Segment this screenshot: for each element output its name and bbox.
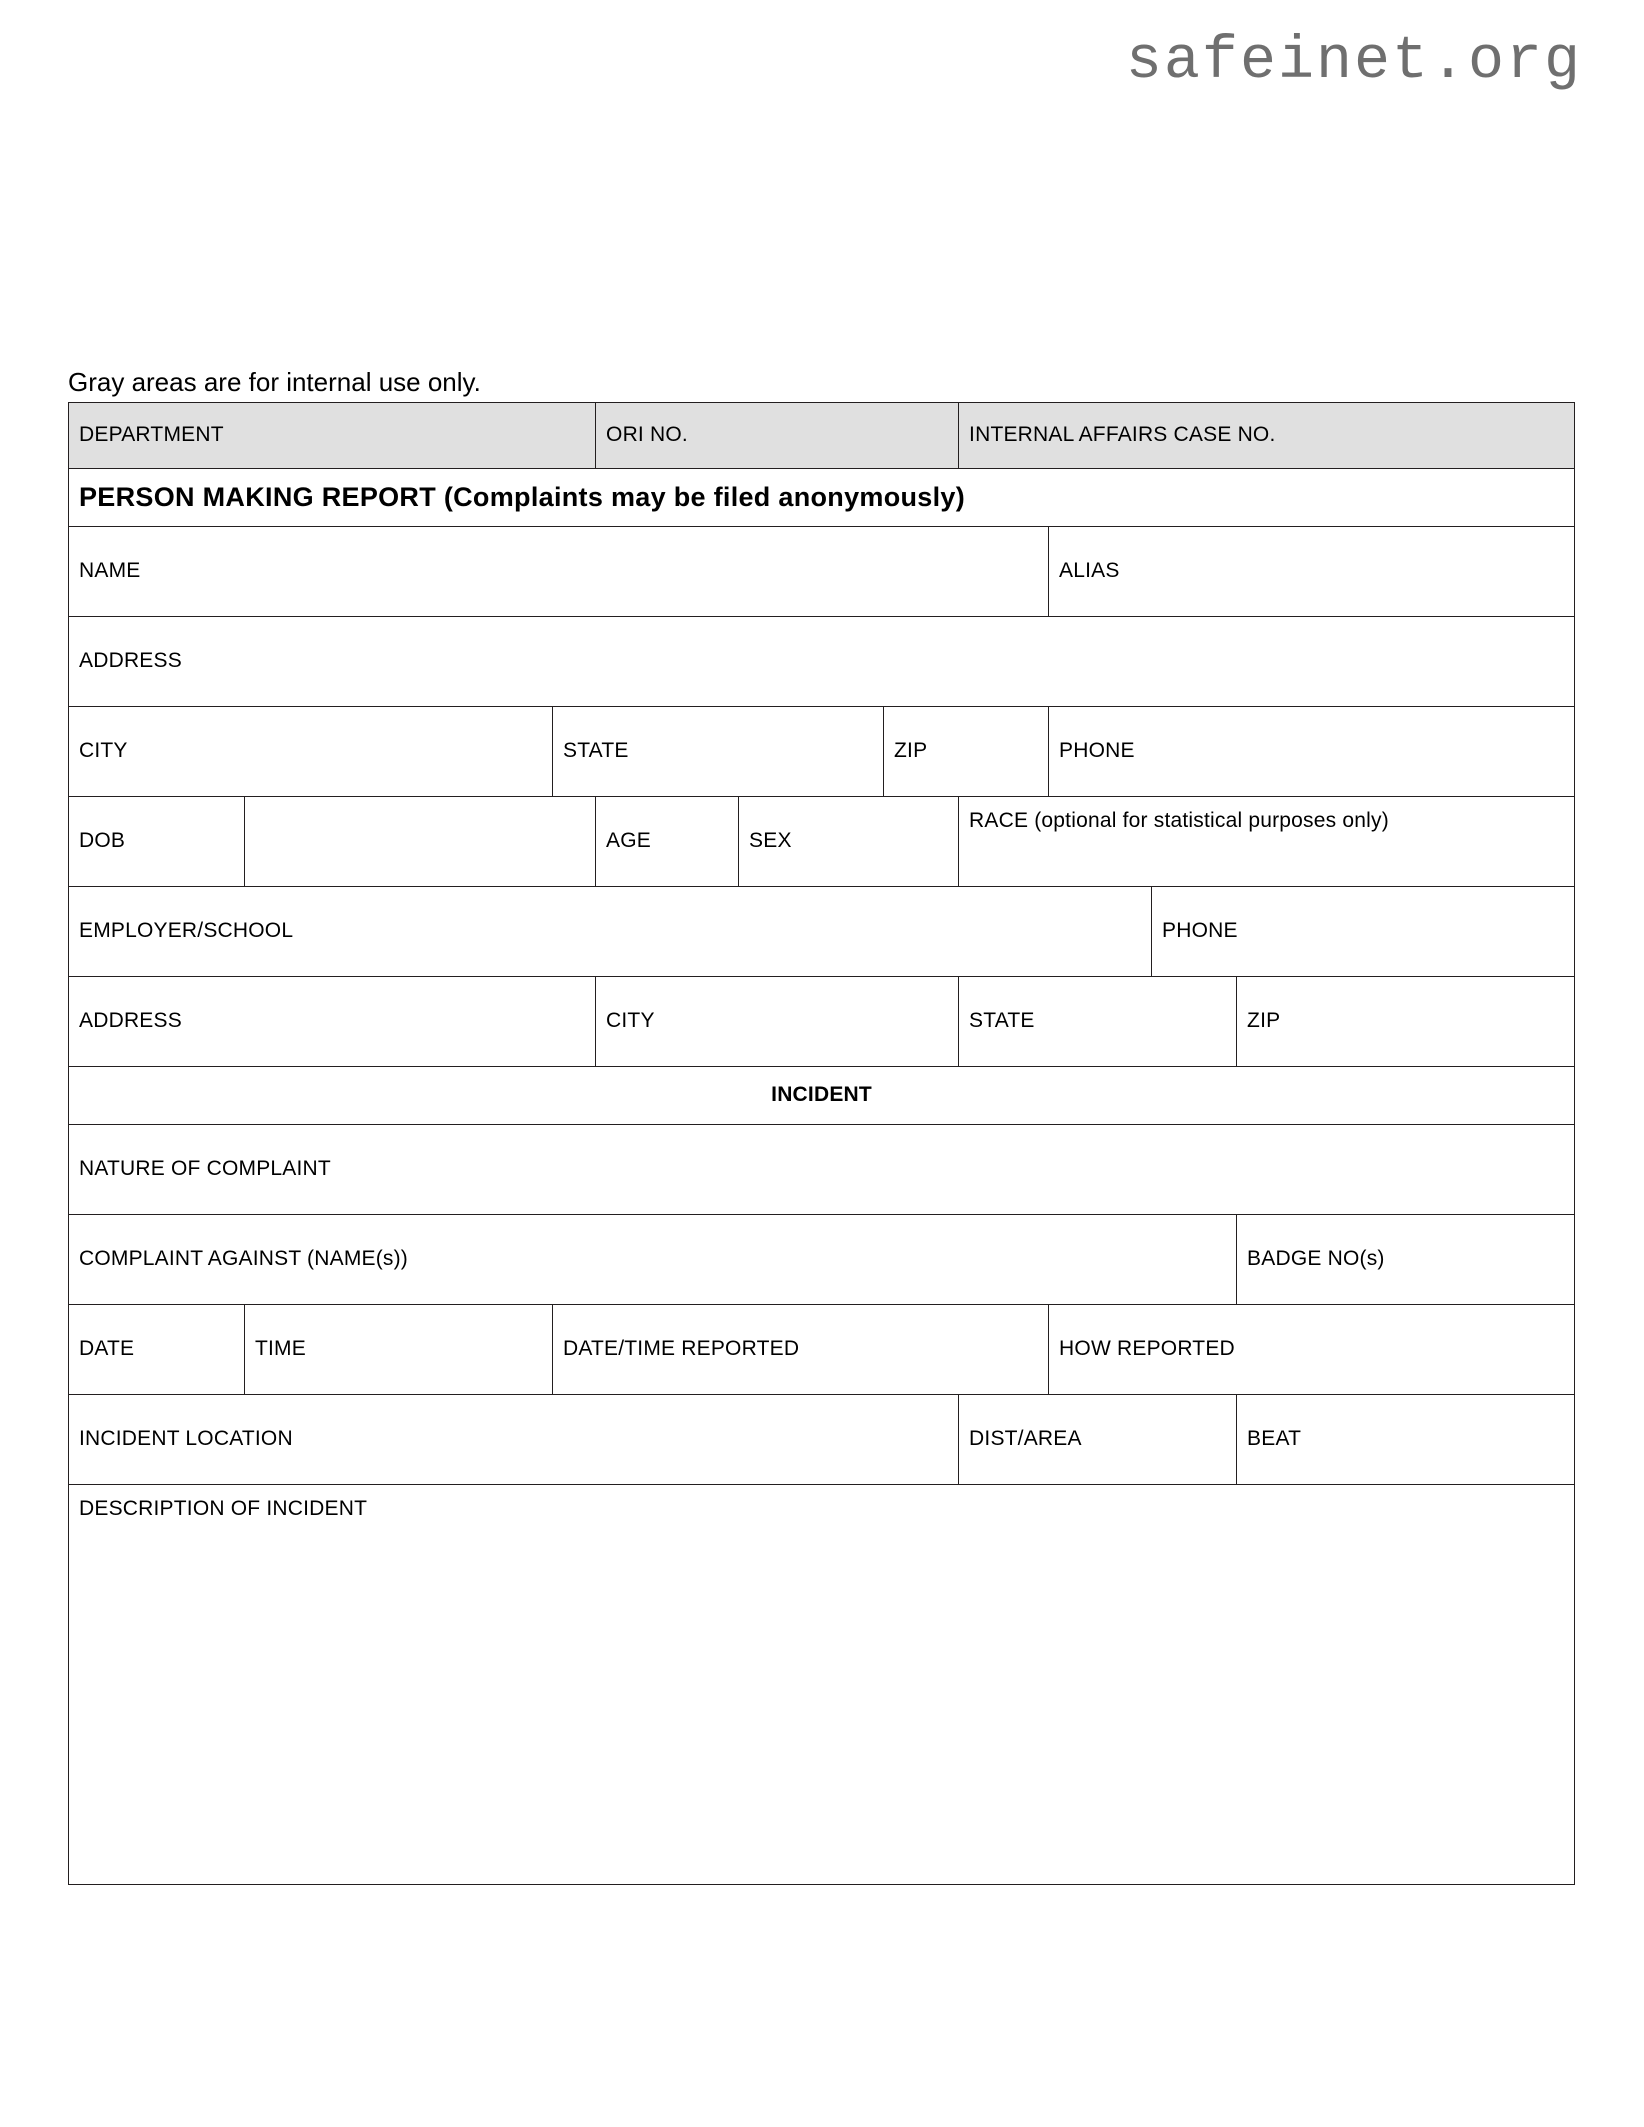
badge-no-label: BADGE NO(s) [1247, 1247, 1385, 1271]
race-label: RACE (optional for statistical purposes only) [969, 809, 1389, 832]
dist-area-label: DIST/AREA [969, 1427, 1082, 1451]
incident-banner-row [69, 1067, 1575, 1125]
site-header-wordmark: safeinet.org [1125, 28, 1582, 96]
name-row [69, 527, 1575, 617]
description-of-incident-row [69, 1485, 1575, 1885]
field-badge-no[interactable] [1237, 1215, 1575, 1305]
dob-age-sex-race-row [69, 797, 1575, 887]
internal-affairs-case-no-label: INTERNAL AFFAIRS CASE NO. [969, 423, 1276, 447]
age-label: AGE [606, 829, 651, 853]
field-race[interactable] [959, 797, 1575, 887]
date-label: DATE [79, 1337, 135, 1361]
field-beat[interactable] [1237, 1395, 1575, 1485]
internal-use-row [69, 403, 1575, 469]
complaint-form-table [68, 402, 1575, 1885]
employer-school-row [69, 887, 1575, 977]
field-department[interactable] [69, 403, 596, 469]
employer-address-label: ADDRESS [79, 1009, 182, 1033]
field-ori-no[interactable] [596, 403, 959, 469]
field-dob[interactable] [69, 797, 245, 887]
alias-label: ALIAS [1059, 559, 1120, 583]
employer-school-label: EMPLOYER/SCHOOL [79, 919, 294, 943]
field-sex[interactable] [739, 797, 959, 887]
field-name[interactable] [69, 527, 1049, 617]
employer-address-row [69, 977, 1575, 1067]
address-row [69, 617, 1575, 707]
field-date[interactable] [69, 1305, 245, 1395]
person-making-report-banner-row [69, 469, 1575, 527]
address-label: ADDRESS [79, 649, 182, 673]
incident-location-label: INCIDENT LOCATION [79, 1427, 293, 1451]
field-description-of-incident[interactable] [69, 1485, 1575, 1885]
internal-use-notice: Gray areas are for internal use only. [68, 367, 481, 397]
field-address[interactable] [69, 617, 1575, 707]
field-dist-area[interactable] [959, 1395, 1237, 1485]
field-how-reported[interactable] [1049, 1305, 1575, 1395]
department-label: DEPARTMENT [79, 423, 224, 447]
phone-label: PHONE [1059, 739, 1135, 763]
field-city[interactable] [69, 707, 553, 797]
description-of-incident-label: DESCRIPTION OF INCIDENT [79, 1497, 368, 1520]
incident-location-row [69, 1395, 1575, 1485]
complaint-against-row [69, 1215, 1575, 1305]
complaint-against-label: COMPLAINT AGAINST (NAME(s)) [79, 1247, 408, 1271]
field-employer-address[interactable] [69, 977, 596, 1067]
field-internal-affairs-case-no[interactable] [959, 403, 1575, 469]
field-employer-zip[interactable] [1237, 977, 1575, 1067]
field-incident-location[interactable] [69, 1395, 959, 1485]
ori-no-label: ORI NO. [606, 423, 688, 447]
name-label: NAME [79, 559, 141, 583]
state-label: STATE [563, 739, 629, 763]
how-reported-label: HOW REPORTED [1059, 1337, 1235, 1361]
field-employer-city[interactable] [596, 977, 959, 1067]
field-employer-phone[interactable] [1152, 887, 1575, 977]
field-alias[interactable] [1049, 527, 1575, 617]
field-time[interactable] [245, 1305, 553, 1395]
field-nature-of-complaint[interactable] [69, 1125, 1575, 1215]
nature-of-complaint-label: NATURE OF COMPLAINT [79, 1157, 331, 1181]
city-label: CITY [79, 739, 128, 763]
zip-label: ZIP [894, 739, 928, 763]
field-employer-state[interactable] [959, 977, 1237, 1067]
city-state-zip-phone-row [69, 707, 1575, 797]
time-label: TIME [255, 1337, 306, 1361]
field-phone[interactable] [1049, 707, 1575, 797]
employer-city-label: CITY [606, 1009, 655, 1033]
person-making-report-title: PERSON MAKING REPORT [79, 481, 437, 512]
field-dob-value[interactable] [245, 797, 596, 887]
date-time-reported-label: DATE/TIME REPORTED [563, 1337, 800, 1361]
employer-zip-label: ZIP [1247, 1009, 1281, 1033]
nature-of-complaint-row [69, 1125, 1575, 1215]
beat-label: BEAT [1247, 1427, 1302, 1451]
field-date-time-reported[interactable] [553, 1305, 1049, 1395]
sex-label: SEX [749, 829, 792, 853]
incident-section-title: INCIDENT [69, 1067, 1575, 1125]
person-making-report-subtitle: (Complaints may be filed anonymously) [443, 481, 966, 512]
person-making-report-banner [69, 469, 1575, 527]
employer-state-label: STATE [969, 1009, 1035, 1033]
field-employer-school[interactable] [69, 887, 1152, 977]
field-age[interactable] [596, 797, 739, 887]
employer-phone-label: PHONE [1162, 919, 1238, 943]
date-time-row [69, 1305, 1575, 1395]
field-state[interactable] [553, 707, 884, 797]
field-zip[interactable] [884, 707, 1049, 797]
dob-label: DOB [79, 829, 126, 853]
field-complaint-against[interactable] [69, 1215, 1237, 1305]
